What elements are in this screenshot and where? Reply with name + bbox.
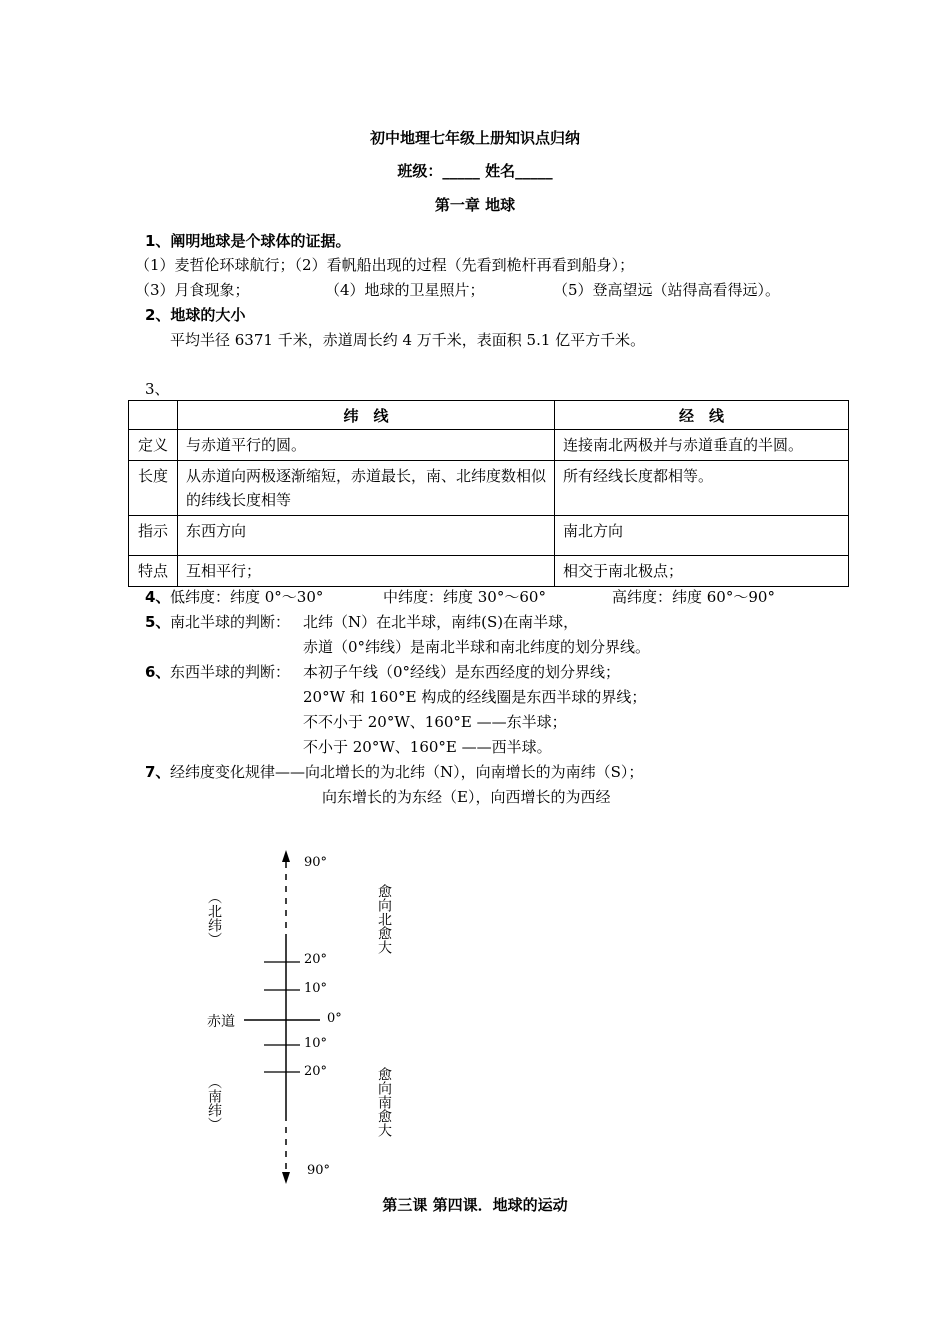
page-title: 初中地理七年级上册知识点归纳 <box>369 129 580 147</box>
table-cell: 与赤道平行的圆。 <box>178 430 555 461</box>
section-4-prefix: 4、 <box>145 588 171 606</box>
equator-label: 赤道 <box>207 1014 235 1030</box>
section-6-label: 东西半球的判断： <box>170 663 291 681</box>
section-7-line-2: 向东增长的为东经（E），向西增长的为西经 <box>322 788 611 806</box>
section-6-prefix: 6、 <box>145 663 171 681</box>
arrow-down-icon <box>282 1172 290 1184</box>
table-header: 纬 线 <box>178 401 555 430</box>
section-2-line-1: 平均半径 6371 千米，赤道周长约 4 万千米，表面积 5.1 亿平方千米。 <box>170 331 646 349</box>
section-7-line-1: 经纬度变化规律——向北增长的为北纬（N），向南增长的为南纬（S）； <box>170 763 644 781</box>
bottom-90-label: 90° <box>307 1163 331 1178</box>
section-6-line-1: 本初子午线（0°经线）是东西经度的划分界线； <box>303 663 621 681</box>
south-latitude-label: （南纬） <box>206 1075 222 1131</box>
section-5-prefix: 5、 <box>145 613 171 631</box>
table-cell: 互相平行； <box>178 556 555 587</box>
table-cell: 相交于南北极点； <box>555 556 849 587</box>
low-latitude: 低纬度：纬度 0°～30° <box>170 588 324 606</box>
section-1-line-1: （1）麦哲伦环球航行；（2）看帆船出现的过程（先看到桅杆再看到船身）； <box>135 256 635 274</box>
tick-label-n10: 10° <box>304 981 328 996</box>
section-5-line-1: 北纬（N）在北半球，南纬(S)在南半球， <box>303 613 579 631</box>
tick-label-s10: 10° <box>304 1036 328 1051</box>
chapter-title: 第一章 地球 <box>434 196 516 214</box>
table-cell: 特点 <box>129 556 178 587</box>
table-cell: 连接南北两极并与赤道垂直的半圆。 <box>555 430 849 461</box>
section-6-line-2: 20°W 和 160°E 构成的经线圈是东西半球的界线； <box>303 688 647 706</box>
table-cell: 所有经线长度都相等。 <box>555 461 849 516</box>
section-1-item-5: （5）登高望远（站得高看得远）。 <box>553 281 781 299</box>
tick-label-s20: 20° <box>304 1064 328 1079</box>
section-1-heading: 1、阐明地球是个球体的证据。 <box>145 232 351 250</box>
tick-label-n20: 20° <box>304 952 328 967</box>
table-cell: 南北方向 <box>555 516 849 556</box>
arrow-up-icon <box>282 850 290 862</box>
section-7-prefix: 7、 <box>145 763 171 781</box>
tick-label-0: 0° <box>327 1011 342 1026</box>
footer-heading: 第三课 第四课．地球的运动 <box>382 1196 568 1214</box>
mid-latitude: 中纬度：纬度 30°～60° <box>383 588 546 606</box>
section-2-heading: 2、地球的大小 <box>145 306 246 324</box>
table-cell: 长度 <box>129 461 178 516</box>
section-1-item-4: （4）地球的卫星照片； <box>325 281 485 299</box>
south-increase-note: 愈向南愈大 <box>376 1067 392 1137</box>
table-cell: 指示 <box>129 516 178 556</box>
section-3-heading: 3、 <box>145 380 170 398</box>
class-name-line: 班级：_____ 姓名_____ <box>397 162 553 180</box>
table-cell: 定义 <box>129 430 178 461</box>
table-header: 经 线 <box>555 401 849 430</box>
north-latitude-label: （北纬） <box>206 890 222 946</box>
section-1-item-3: （3）月食现象； <box>135 281 250 299</box>
north-increase-note: 愈向北愈大 <box>376 884 392 954</box>
section-5-label: 南北半球的判断： <box>170 613 291 631</box>
section-6-line-4: 不小于 20°W、160°E ——西半球。 <box>303 738 552 756</box>
table-cell: 东西方向 <box>178 516 555 556</box>
top-90-label: 90° <box>304 855 328 870</box>
section-5-line-2: 赤道（0°纬线）是南北半球和南北纬度的划分界线。 <box>303 638 651 656</box>
high-latitude: 高纬度：纬度 60°～90° <box>612 588 775 606</box>
table-cell: 从赤道向两极逐渐缩短，赤道最长，南、北纬度数相似的纬线长度相等 <box>178 461 555 516</box>
section-6-line-3: 不不小于 20°W、160°E ——东半球； <box>303 713 567 731</box>
